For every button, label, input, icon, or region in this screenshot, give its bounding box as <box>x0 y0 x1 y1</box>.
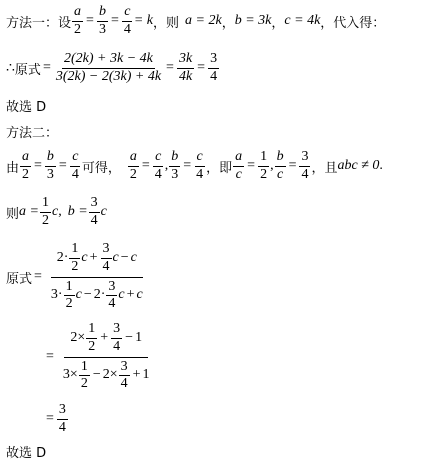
abc-nonzero: abc ≠ 0 <box>337 158 380 173</box>
mid-fraction: $\frac{3k}{4k}$ <box>178 50 193 84</box>
then-word: ，则 <box>153 15 180 31</box>
c-value: c = 4k <box>284 13 321 28</box>
method1-tail: ，代入得： <box>320 15 386 31</box>
therefore-line: ∴ 原式 = $\frac{2(2k) + 3k - 4k}{3(2k) - 2(3k) + 4k}$ = $\frac{3k}{4k}$ = $\frac{3}{4}$ <box>6 50 218 84</box>
method2-derivation-line: 由 $\frac{a}{2}$ = $\frac{b}{3}$ = $\frac{c}{4}$ 可得， $\frac{a}{2}$ = $\frac{c}{4}$ , $\frac{b}{3}$ = $\frac{c}{4}$ ，即 $\frac{a}{c}$ = $\frac{1}{2}$ , $\frac{b}{c}$ = $\frac{3}{4}$ ，且 abc ≠ 0 . <box>6 148 383 182</box>
orig-step1: 原式 = 2· $\frac{1}{2}$ c + $\frac{3}{4}$ c − c 3· $\frac{1}{2}$ c − 2· $\frac{3}{4}$ c + c <box>6 240 150 314</box>
result-fraction: $\frac{3}{4}$ <box>210 50 218 84</box>
original-label: 原式 <box>14 62 41 78</box>
therefore-symbol: ∴ <box>6 60 15 76</box>
fraction-a-over-2: $\frac{a}{2}$ <box>74 3 82 37</box>
method1-line: 方法一： 设 $\frac{a}{2}$ = $\frac{b}{3}$ = $\frac{c}{4}$ = k ，则 a = 2k ， b = 3k ， c = 4k ，代入得： <box>6 3 386 37</box>
fraction-c-over-4: $\frac{c}{4}$ <box>123 3 131 37</box>
from-word: 由 <box>6 160 20 176</box>
final-fraction: $\frac{3}{4}$ <box>58 401 66 435</box>
and-word: ，且 <box>311 160 338 176</box>
method2-then-line: 则 a = $\frac{1}{2}$ c , b = $\frac{3}{4}$ c <box>6 194 107 228</box>
ie-word: ，即 <box>206 160 233 176</box>
method1-heading: 方法一： <box>6 15 59 31</box>
orig-label: 原式 <box>6 271 33 287</box>
set-word: 设 <box>58 15 72 31</box>
answer2: 故选 D <box>6 445 47 461</box>
a-value: a = 2k <box>185 13 222 28</box>
fraction-b-over-3: $\frac{b}{3}$ <box>98 3 106 37</box>
possible-word: 可得， <box>81 160 121 176</box>
orig-step2: = 2× $\frac{1}{2}$ + $\frac{3}{4}$ − 1 3× $\frac{1}{2}$ − 2× $\frac{3}{4}$ + 1 <box>44 320 157 394</box>
answer1: 故选 D <box>6 99 47 115</box>
orig-step3: = $\frac{3}{4}$ <box>46 401 66 435</box>
method2-heading: 方法二： <box>6 125 59 141</box>
compound-fraction-1: 2· $\frac{1}{2}$ c + $\frac{3}{4}$ c − c 3· $\frac{1}{2}$ c − 2· $\frac{3}{4}$ c + c <box>50 241 143 312</box>
b-value: b = 3k <box>234 13 272 28</box>
then-word-2: 则 <box>6 206 20 222</box>
equals-k: = k <box>133 13 154 28</box>
big-fraction: $\frac{2(2k) + 3k - 4k}{3(2k) - 2(3k) + 4k}$ <box>55 50 162 84</box>
compound-fraction-2: 2× $\frac{1}{2}$ + $\frac{3}{4}$ − 1 3× $\frac{1}{2}$ − 2× $\frac{3}{4}$ + 1 <box>62 321 150 392</box>
